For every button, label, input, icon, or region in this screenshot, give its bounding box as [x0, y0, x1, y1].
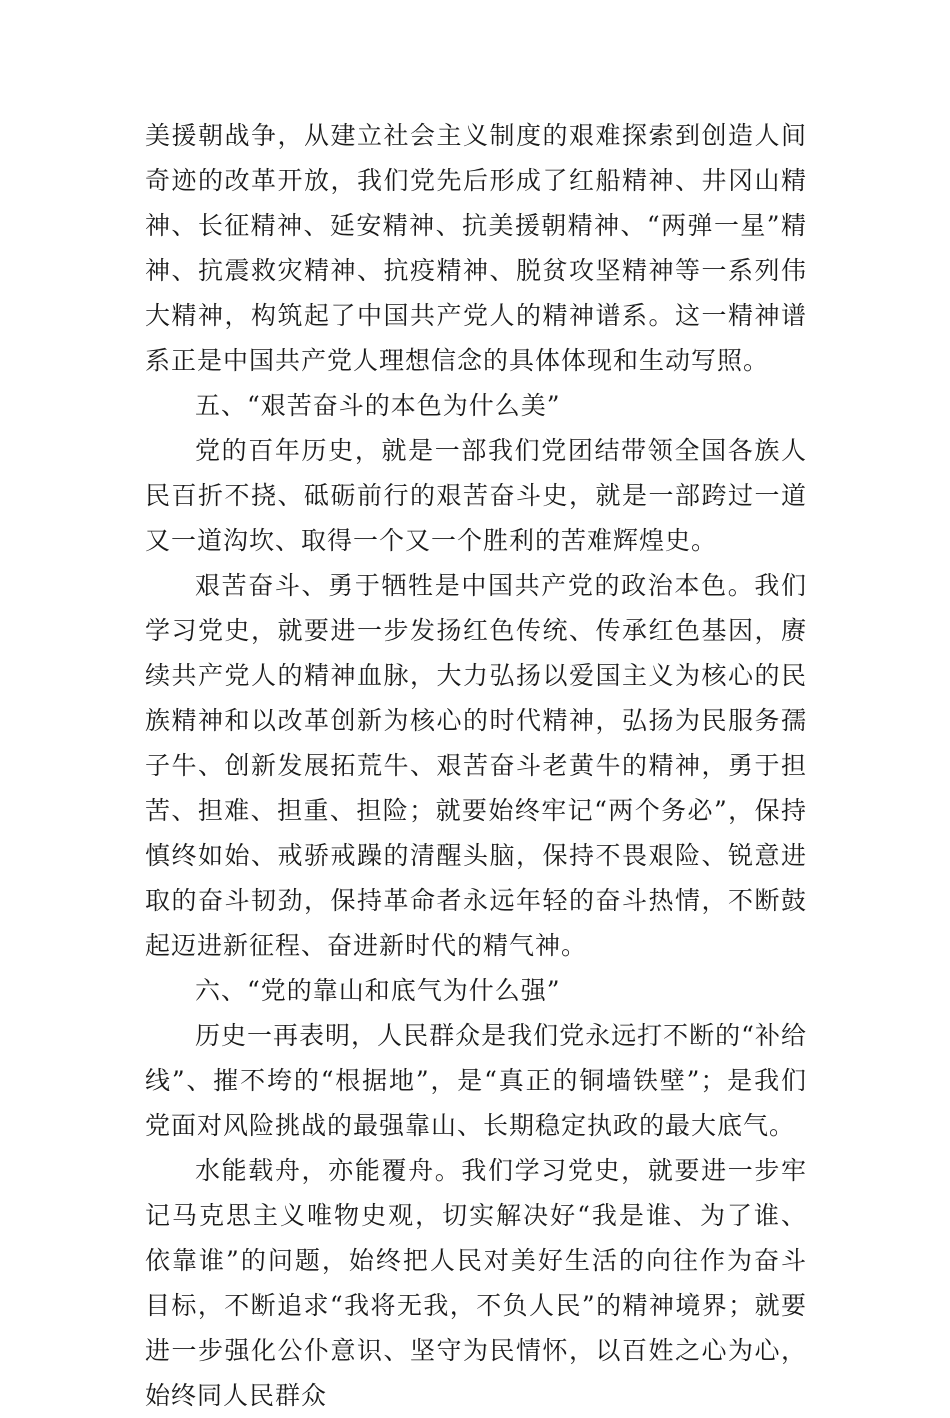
paragraph: 历史一再表明，人民群众是我们党永远打不断的“补给线”、摧不垮的“根据地”，是“真正的铜墙铁壁”；是我们党面对风险挑战的最强靠山、长期稳定执政的最大底气。: [145, 1021, 807, 1140]
paragraph: 党的百年历史，就是一部我们党团结带领全国各族人民百折不挠、砥砺前行的艰苦奋斗史，就是一部跨过一道又一道沟坎、取得一个又一个胜利的苦难辉煌史。: [145, 436, 807, 555]
paragraph: 水能载舟，亦能覆舟。我们学习党史，就要进一步牢记马克思主义唯物史观，切实解决好“我是谁、为了谁、依靠谁”的问题，始终把人民对美好生活的向往作为奋斗目标，不断追求“我将无我，不负人民”的精神境界；就要进一步强化公仆意识、坚守为民情怀，以百姓之心为心，始终同人民群众: [145, 1156, 807, 1410]
paragraph-continued: 美援朝战争，从建立社会主义制度的艰难探索到创造人间奇迹的改革开放，我们党先后形成了红船精神、井冈山精神、长征精神、延安精神、抗美援朝精神、“两弹一星”精神、抗震救灾精神、抗疫精神、脱贫攻坚精神等一系列伟大精神，构筑起了中国共产党人的精神谱系。这一精神谱系正是中国共产党人理想信念的具体体现和生动写照。: [145, 121, 807, 375]
section-heading-five: 五、“艰苦奋斗的本色为什么美”: [195, 391, 561, 420]
section-heading-six: 六、“党的靠山和底气为什么强”: [195, 976, 561, 1005]
paragraph: 艰苦奋斗、勇于牺牲是中国共产党的政治本色。我们学习党史，就要进一步发扬红色传统、传承红色基因，赓续共产党人的精神血脉，大力弘扬以爱国主义为核心的民族精神和以改革创新为核心的时代精神，弘扬为民服务孺子牛、创新发展拓荒牛、艰苦奋斗老黄牛的精神，勇于担苦、担难、担重、担险；就要始终牢记“两个务必”，保持慎终如始、戒骄戒躁的清醒头脑，保持不畏艰险、锐意进取的奋斗韧劲，保持革命者永远年轻的奋斗热情，不断鼓起迈进新征程、奋进新时代的精气神。: [145, 571, 807, 960]
document-body: [145, 113, 807, 1418]
